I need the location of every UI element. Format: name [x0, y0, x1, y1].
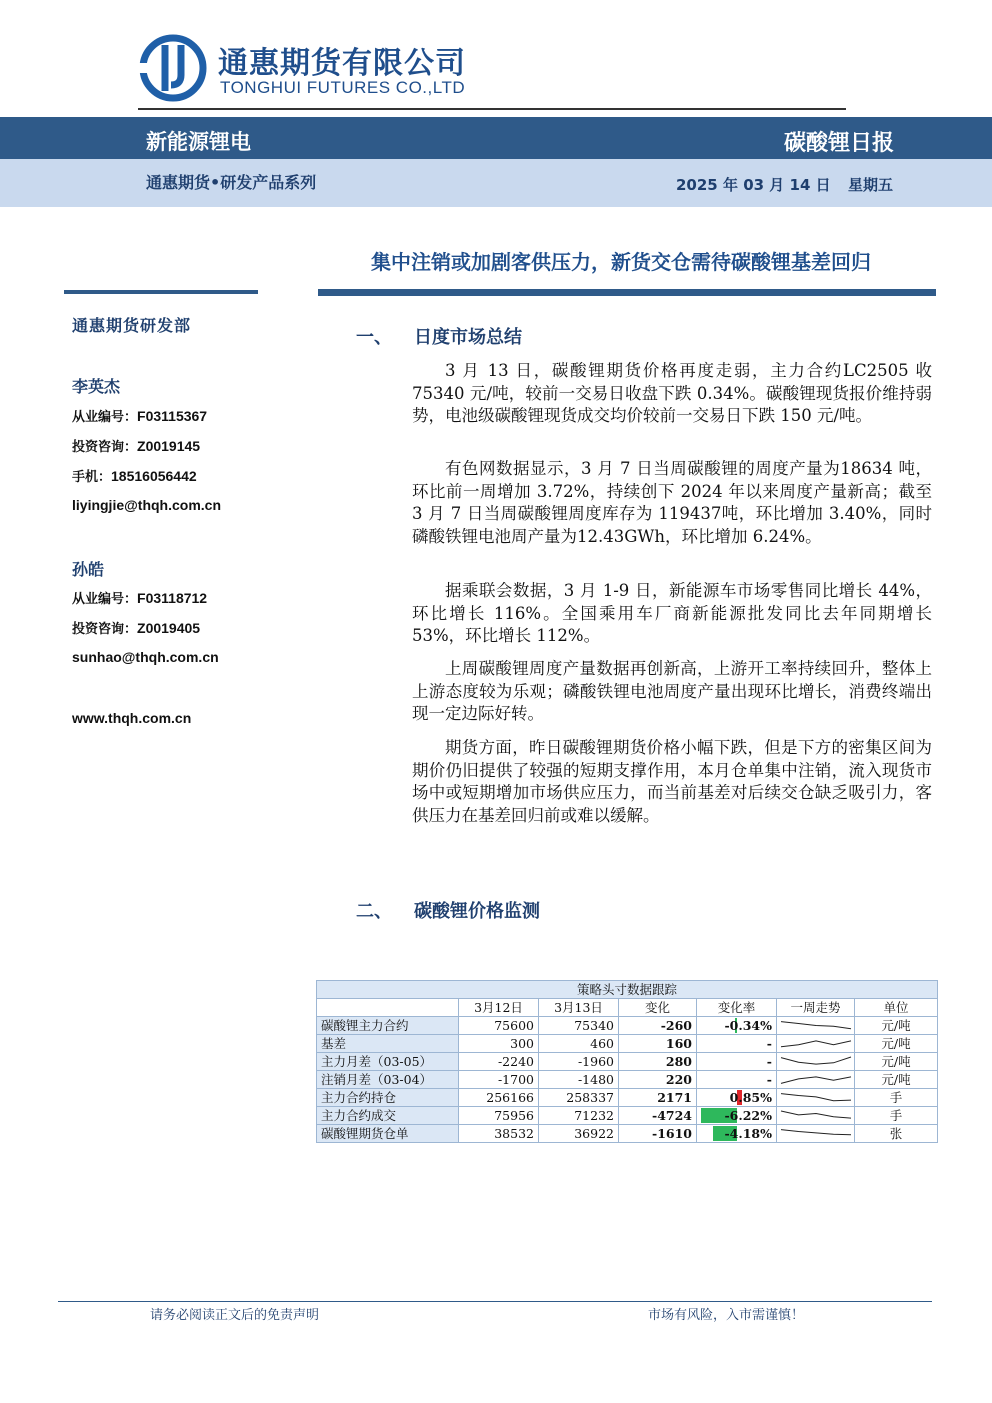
- report-date: 2025 年 03 月 14 日: [676, 176, 831, 194]
- analyst-email[interactable]: sunhao@thqh.com.cn: [72, 649, 219, 665]
- value-mar13: 460: [539, 1035, 619, 1053]
- sparkline-line: [781, 1077, 851, 1084]
- analyst-phone: 手机：18516056442: [72, 468, 197, 485]
- column-header: [317, 999, 459, 1017]
- change-value: -260: [619, 1017, 697, 1035]
- rate-text: -: [766, 1036, 772, 1051]
- row-label: 主力月差（03-05）: [317, 1053, 459, 1071]
- paragraph: 期货方面，昨日碳酸锂期货价格小幅下跌，但是下方的密集区间为期价仍旧提供了较强的短期支撑作用，本月仓单集中注销，流入现货市场中或短期增加市场供应压力，而当前基差对后续交仓缺乏吸引力，客供压力在基差回归前或难以缓解。: [412, 738, 932, 825]
- unit: 手: [855, 1089, 938, 1107]
- analyst-license: 从业编号：F03115367: [72, 408, 208, 425]
- row-label: 主力合约成交: [317, 1107, 459, 1125]
- company-name-en: TONGHUI FUTURES CO.,LTD: [220, 78, 466, 97]
- sparkline-chart: [777, 1107, 855, 1124]
- disclaimer-note: 请务必阅读正文后的免责声明: [150, 1308, 320, 1323]
- change-value: 160: [619, 1035, 697, 1053]
- change-rate: [697, 1035, 777, 1053]
- table-row: [317, 1089, 938, 1107]
- row-label: 主力合约持仓: [317, 1089, 459, 1107]
- rate-text: -: [766, 1072, 772, 1087]
- company-logo: [138, 33, 208, 103]
- value-mar12: 75600: [459, 1017, 539, 1035]
- change-rate: [697, 1107, 777, 1125]
- change-rate: [697, 1053, 777, 1071]
- trend-sparkline: [777, 1071, 855, 1089]
- sparkline-chart: [777, 1125, 855, 1142]
- unit: 元/吨: [855, 1035, 938, 1053]
- table-row: [317, 1107, 938, 1125]
- row-label: 注销月差（03-04）: [317, 1071, 459, 1089]
- section-title: 碳酸锂价格监测: [414, 901, 540, 922]
- title-underline: [318, 289, 936, 296]
- rate-text: -4.18%: [724, 1126, 772, 1141]
- page-title: 集中注销或加剧客供压力，新货交仓需待碳酸锂基差回归: [371, 250, 871, 274]
- trend-sparkline: [777, 1035, 855, 1053]
- sparkline-line: [781, 1057, 851, 1064]
- analyst-email[interactable]: liyingjie@thqh.com.cn: [72, 497, 221, 513]
- analyst-name: 孙皓: [72, 560, 105, 579]
- paragraph: 据乘联会数据，3 月 1-9 日，新能源车市场零售同比增长 44%，环比增长 116%。全国乘用车厂商新能源批发同比去年同期增长 53%，环比增长 112%。: [412, 581, 932, 645]
- value-mar13: 75340: [539, 1017, 619, 1035]
- sparkline-chart: [777, 1071, 855, 1088]
- website-link[interactable]: www.thqh.com.cn: [72, 710, 192, 726]
- sparkline-line: [781, 1022, 851, 1029]
- sparkline-chart: [777, 1089, 855, 1106]
- unit: 元/吨: [855, 1017, 938, 1035]
- unit: 张: [855, 1125, 938, 1143]
- value-mar13: 36922: [539, 1125, 619, 1143]
- value-mar12: -1700: [459, 1071, 539, 1089]
- value-mar12: 75956: [459, 1107, 539, 1125]
- sidebar-rule: [64, 290, 258, 294]
- unit: 元/吨: [855, 1071, 938, 1089]
- change-rate: [697, 1071, 777, 1089]
- section-number: 一、: [356, 327, 392, 348]
- trend-sparkline: [777, 1017, 855, 1035]
- unit: 手: [855, 1107, 938, 1125]
- section-number: 二、: [356, 901, 392, 922]
- sparkline-chart: [777, 1053, 855, 1070]
- sparkline-line: [781, 1041, 851, 1047]
- column-header: 变化率: [697, 999, 777, 1017]
- change-value: -1610: [619, 1125, 697, 1143]
- column-header: 一周走势: [777, 999, 855, 1017]
- change-value: 2171: [619, 1089, 697, 1107]
- table-row: [317, 1017, 938, 1035]
- rate-text: 0.85%: [729, 1090, 772, 1105]
- unit: 元/吨: [855, 1053, 938, 1071]
- series-label: 通惠期货•研发产品系列: [146, 173, 317, 192]
- rate-text: -: [766, 1054, 772, 1069]
- paragraph: 3 月 13 日，碳酸锂期货价格再度走弱，主力合约LC2505 收 75340 元/吨，较前一交易日收盘下跌 0.34%。碳酸锂现货报价维持弱势，电池级碳酸锂现货成交均价较前一交易日下跌 150 元/吨。: [412, 361, 932, 425]
- rate-text: -0.34%: [724, 1018, 772, 1033]
- value-mar13: 258337: [539, 1089, 619, 1107]
- value-mar13: -1480: [539, 1071, 619, 1089]
- change-value: 280: [619, 1053, 697, 1071]
- table-title: 策略头寸数据跟踪: [317, 981, 938, 999]
- analyst-consult: 投资咨询：Z0019145: [72, 438, 201, 455]
- sparkline-line: [781, 1130, 851, 1135]
- sparkline-line: [781, 1111, 851, 1118]
- row-label: 碳酸锂主力合约: [317, 1017, 459, 1035]
- research-dept: 通惠期货研发部: [72, 316, 192, 335]
- column-header: 3月12日: [459, 999, 539, 1017]
- section-title: 日度市场总结: [414, 327, 522, 348]
- change-value: 220: [619, 1071, 697, 1089]
- header-divider: [138, 108, 846, 110]
- paragraph: 上周碳酸锂周度产量数据再创新高，上游开工率持续回升，整体上上游态度较为乐观；磷酸铁锂电池周度产量出现环比增长，消费终端出现一定边际好转。: [412, 659, 932, 723]
- value-mar13: 71232: [539, 1107, 619, 1125]
- footer-divider: [58, 1301, 932, 1302]
- column-header: 3月13日: [539, 999, 619, 1017]
- risk-warning: 市场有风险，入市需谨慎！: [648, 1308, 805, 1323]
- trend-sparkline: [777, 1125, 855, 1143]
- value-mar12: 300: [459, 1035, 539, 1053]
- table-row: [317, 1071, 938, 1089]
- company-name-cn: 通惠期货有限公司: [218, 46, 466, 81]
- category-label: 新能源锂电: [146, 130, 251, 154]
- change-rate: [697, 1125, 777, 1143]
- paragraph: 有色网数据显示，3 月 7 日当周碳酸锂的周度产量为18634 吨，环比前一周增加 3.72%，持续创下 2024 年以来周度产量新高；截至 3 月 7 日当周碳酸锂周度库存为 119437吨，环比增加 3.40%，同时磷酸铁锂电池周产量为12.43GWh，环比增加 6.24%。: [412, 459, 932, 546]
- report-type-label: 碳酸锂日报: [783, 131, 894, 156]
- row-label: 基差: [317, 1035, 459, 1053]
- column-header: 变化: [619, 999, 697, 1017]
- rate-text: -6.22%: [724, 1108, 772, 1123]
- analyst-consult: 投资咨询：Z0019405: [72, 620, 201, 637]
- value-mar12: 256166: [459, 1089, 539, 1107]
- column-header: 单位: [855, 999, 938, 1017]
- analyst-license: 从业编号：F03118712: [72, 590, 208, 607]
- change-rate: [697, 1089, 777, 1107]
- sparkline-line: [781, 1094, 851, 1101]
- change-rate: [697, 1017, 777, 1035]
- value-mar12: -2240: [459, 1053, 539, 1071]
- analyst-name: 李英杰: [72, 377, 121, 396]
- value-mar12: 38532: [459, 1125, 539, 1143]
- trend-sparkline: [777, 1107, 855, 1125]
- change-value: -4724: [619, 1107, 697, 1125]
- table-row: [317, 1125, 938, 1143]
- sparkline-chart: [777, 1017, 855, 1034]
- sparkline-chart: [777, 1035, 855, 1052]
- report-weekday: 星期五: [848, 176, 894, 194]
- value-mar13: -1960: [539, 1053, 619, 1071]
- row-label: 碳酸锂期货仓单: [317, 1125, 459, 1143]
- table-row: [317, 1035, 938, 1053]
- price-monitor-table: [316, 980, 937, 1143]
- trend-sparkline: [777, 1089, 855, 1107]
- trend-sparkline: [777, 1053, 855, 1071]
- table-row: [317, 1053, 938, 1071]
